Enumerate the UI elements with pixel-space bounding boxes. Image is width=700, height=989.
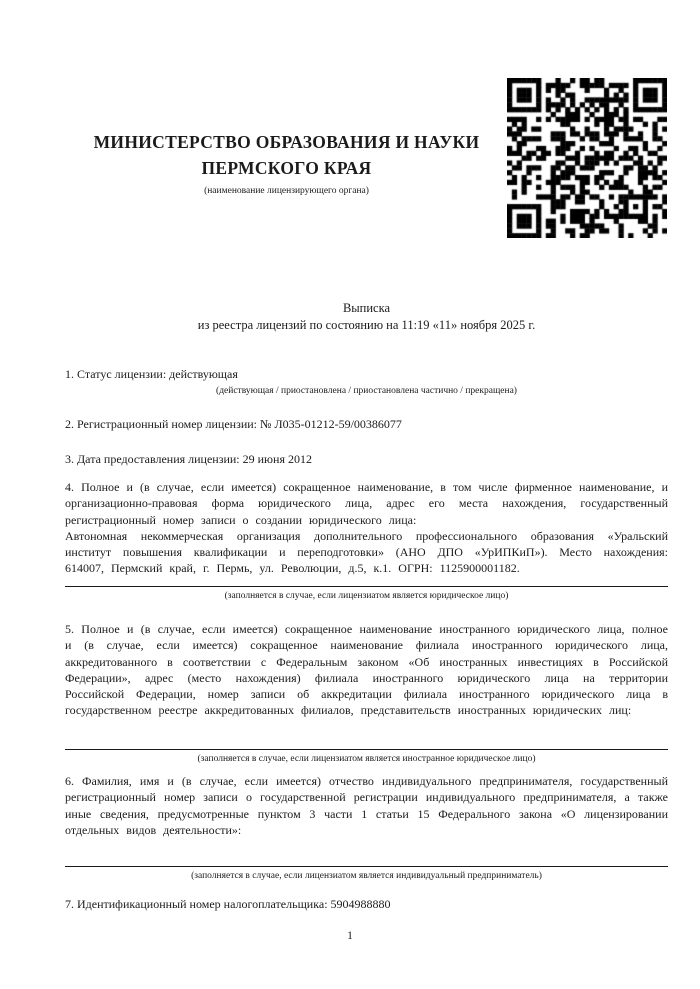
taxpayer-number-text: 7. Идентификационный номер налогоплательщика: 5904988880 xyxy=(65,897,391,911)
page-number: 1 xyxy=(347,930,353,942)
individual-entrepreneur-fill-caption: (заполняется в случае, если лицензиатом является индивидуальный предприниматель) xyxy=(191,871,542,882)
empty-value-space xyxy=(65,838,668,857)
license-status-text: 1. Статус лицензии: действующая xyxy=(65,367,238,381)
legal-entity-value: Автономная некоммерческая организация дополнительного профессионального образования «Уральский институт повышения квалификации и переподготовки» (АНО ДПО «УрИПКиП»). Место нахождения: 614007, Пермский край, г. Пермь, ул. Революции, д.5, к.1. ОГРН: 1125900001182. xyxy=(65,528,668,576)
item-registration-number xyxy=(65,416,668,432)
fill-line xyxy=(65,586,668,587)
ministry-name-line1: МИНИСТЕРСТВО ОБРАЗОВАНИЯ И НАУКИ xyxy=(93,132,480,152)
item-license-grant-date xyxy=(65,451,668,467)
licensing-authority-caption: (наименование лицензирующего органа) xyxy=(204,186,369,196)
item-legal-entity xyxy=(65,479,668,603)
document-title-line1: Выписка xyxy=(342,301,391,315)
foreign-legal-entity-fill-caption: (заполняется в случае, если лицензиатом является иностранное юридическое лицо) xyxy=(197,753,536,764)
individual-entrepreneur-label: 6. Фамилия, имя и (в случае, если имеется) отчество индивидуального предпринимателя, государственный регистрационный номер записи о государственной регистрации индивидуального предпринимателя, а также иные сведения, предусмотренные пунктом 3 части 1 статьи 15 Федерального закона «О лицензировании отдельных видов деятельности»: xyxy=(65,774,668,837)
document-title xyxy=(65,300,668,334)
item-individual-entrepreneur xyxy=(65,773,668,883)
document-title-line2: из реестра лицензий по состоянию на 11:19 «11» ноября 2025 г. xyxy=(197,318,536,332)
legal-entity-label: 4. Полное и (в случае, если имеется) сокращенное наименование, в том числе фирменное наименование, и организационно-правовая форма юридического лица, адрес его места нахождения, государственный регистрационный номер записи о создании юридического лица: xyxy=(65,480,668,527)
registration-number-text: 2. Регистрационный номер лицензии: № Л035-01212-59/00386077 xyxy=(65,417,402,431)
ministry-name-block xyxy=(65,129,508,197)
qr-code xyxy=(507,78,667,238)
item-foreign-legal-entity xyxy=(65,621,668,766)
fill-line xyxy=(65,749,668,750)
item-taxpayer-number xyxy=(65,896,668,912)
foreign-legal-entity-label: 5. Полное и (в случае, если имеется) сокращенное наименование иностранного юридического лица, полное и (в случае, если имеется) сокращенное наименование филиала иностранного юридического лица, аккредитованного в соответствии с Федеральным законом «Об иностранных инвестициях в Российской Федерации», адрес (место нахождения) филиала иностранного юридического лица на территории Российской Федерации, номер записи об аккредитации филиала иностранного юридического лица в государственном реестре аккредитованных филиалов, представительств иностранных юридических лиц: xyxy=(65,622,668,718)
fill-line xyxy=(65,866,668,867)
license-grant-date-text: 3. Дата предоставления лицензии: 29 июня 2012 xyxy=(65,452,312,466)
license-status-options-caption: (действующая / приостановлена / приостановлена частично / прекращена) xyxy=(216,386,517,397)
ministry-name-line2: ПЕРМСКОГО КРАЯ xyxy=(201,158,372,178)
item-license-status xyxy=(65,366,668,398)
legal-entity-fill-caption: (заполняется в случае, если лицензиатом является юридическое лицо) xyxy=(224,590,509,601)
empty-value-space xyxy=(65,719,668,740)
